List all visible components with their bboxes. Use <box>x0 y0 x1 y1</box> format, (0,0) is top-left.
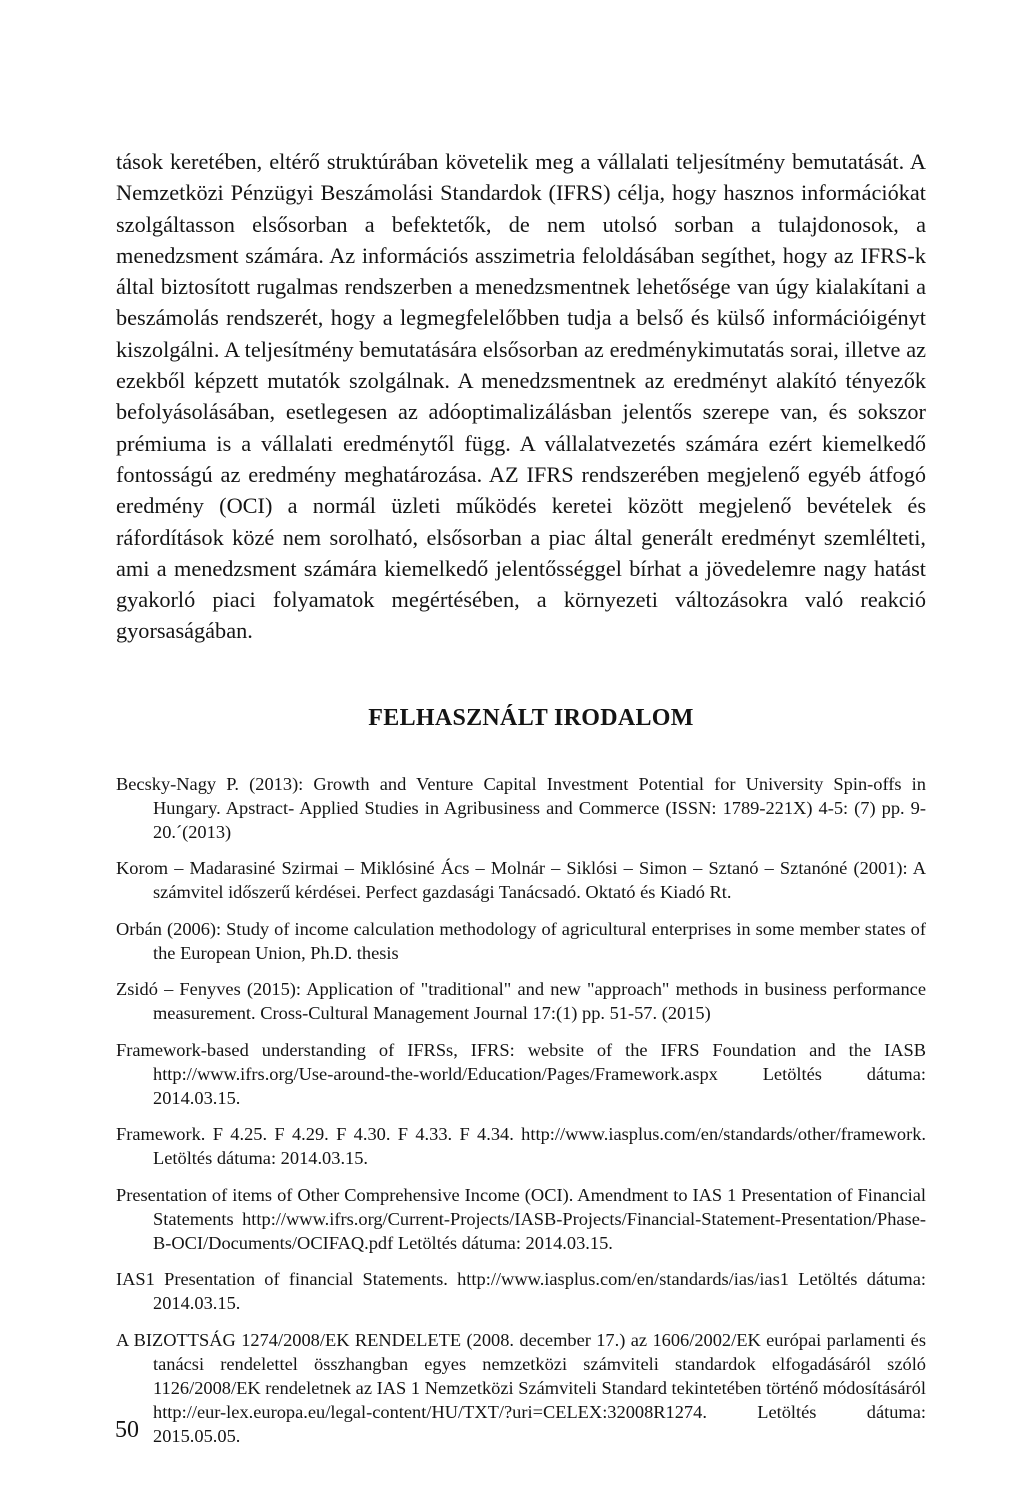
body-paragraph: tások keretében, eltérő struktúrában követelik meg a vállalati teljesítmény bemutatását. A Nemzetközi Pénzügyi Beszámolási Standardok (IFRS) célja, hogy hasznos információkat szolgáltasson elsősorban a befektetők, de nem utolsó sorban a tulajdonosok, a menedzsment számára. Az információs asszimetria feloldásában segíthet, hogy az IFRS-k által biztosított rugalmas rendszerben a menedzsmentnek lehetősége van úgy kialakítani a beszámolás rendszerét, hogy a legmegfelelőbben tudja a belső és külső információigényt kiszolgálni. A teljesítmény bemutatására elsősorban az eredménykimutatás sorai, illetve az ezekből képzett mutatók szolgálnak. A menedzsmentnek az eredményt alakító tényezők befolyásolásában, esetlegesen az adóoptimalizálásban jelentős szerepe van, és sokszor prémiuma is a vállalati eredménytől függ. A vállalatvezetés számára ezért kiemelkedő fontosságú az eredmény meghatározása. AZ IFRS rendszerében megjelenő egyéb átfogó eredmény (OCI) a normál üzleti működés keretei között megjelenő bevételek és ráfordítások közé nem sorolható, elsősorban a piac által generált eredményt szemlélteti, ami a menedzsment számára kiemelkedő jelentősséggel bírhat a jövedelemre nagy hatást gyakorló piaci folyamatok megértésében, a környezeti változásokra való reakció gyorsaságában. <box>116 149 926 644</box>
references-heading: FELHASZNÁLT IRODALOM <box>368 704 694 731</box>
reference-item: Framework-based understanding of IFRSs, IFRS: website of the IFRS Foundation and the IASB http://www.ifrs.org/Use-around-the-world/Education/Pages/Framework.aspx Letöltés dátuma: 2014.03.15. <box>116 1039 926 1108</box>
reference-item: Orbán (2006): Study of income calculation methodology of agricultural enterprises in some member states of the European Union, Ph.D. thesis <box>116 918 926 963</box>
reference-item: Framework. F 4.25. F 4.29. F 4.30. F 4.33. F 4.34. http://www.iasplus.com/en/standards/other/framework. Letöltés dátuma: 2014.03.15. <box>116 1124 926 1169</box>
reference-item: Presentation of items of Other Comprehensive Income (OCI). Amendment to IAS 1 Presentation of Financial Statements http://www.ifrs.org/Current-Projects/IASB-Projects/Financial-Statement-Presentation/Phase-B-OCI/Documents/OCIFAQ.pdf Letöltés dátuma: 2014.03.15. <box>116 1184 926 1253</box>
reference-item: Korom – Madarasiné Szirmai – Miklósiné Ács – Molnár – Siklósi – Simon – Sztanó – Sztanóné (2001): A számvitel időszerű kérdései. Perfect gazdasági Tanácsadó. Oktató és Kiadó Rt. <box>116 858 926 903</box>
page-content <box>116 146 926 1460</box>
reference-item: Becsky-Nagy P. (2013): Growth and Venture Capital Investment Potential for University Spin-offs in Hungary. Apstract- Applied Studies in Agribusiness and Commerce (ISSN: 1789-221X) 4-5: (7) pp. 9-20.´(2013) <box>116 773 926 842</box>
page-number: 50 <box>115 1417 139 1443</box>
reference-item: A BIZOTTSÁG 1274/2008/EK RENDELETE (2008. december 17.) az 1606/2002/EK európai parlamenti és tanácsi rendelettel összhangban egyes nemzetközi számviteli standardok elfogadásáról szóló 1126/2008/EK rendeletnek az IAS 1 Nemzetközi Számviteli Standard tekintetében történő módosításáról http://eur-lex.europa.eu/legal-content/HU/TXT/?uri=CELEX:32008R1274. Letöltés dátuma: 2015.05.05. <box>116 1329 926 1446</box>
reference-item: IAS1 Presentation of financial Statements. http://www.iasplus.com/en/standards/ias/ias1 Letöltés dátuma: 2014.03.15. <box>116 1269 926 1314</box>
reference-item: Zsidó – Fenyves (2015): Application of "traditional" and new "approach" methods in business performance measurement. Cross-Cultural Management Journal 17:(1) pp. 51-57. (2015) <box>116 979 926 1024</box>
reference-list <box>116 772 926 1448</box>
